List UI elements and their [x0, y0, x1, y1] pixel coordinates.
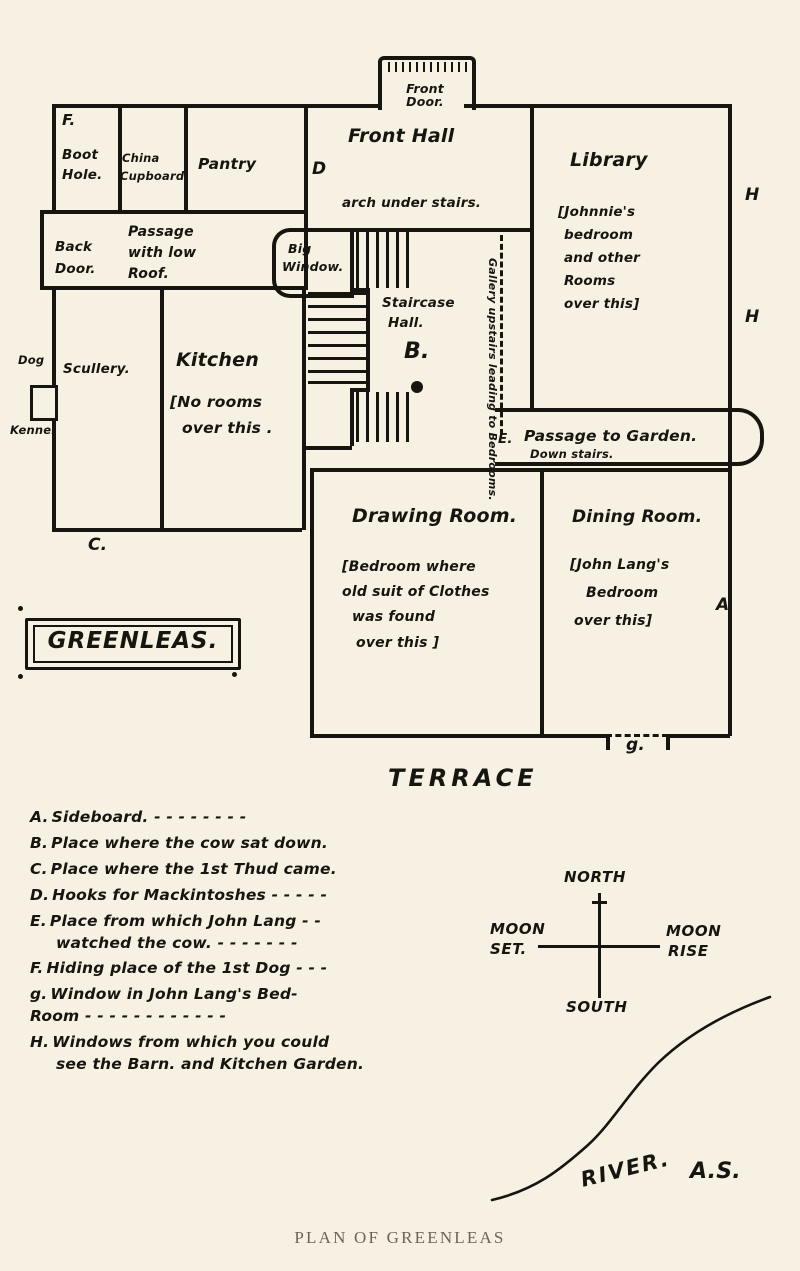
compass-moonset-line1: MOON: [490, 920, 546, 938]
library-note-3: and other: [564, 250, 641, 266]
passage-to-garden-label: Passage to Garden.: [524, 427, 698, 445]
wall-hall-right-lower: [530, 214, 534, 408]
passage-line1: Passage: [128, 224, 194, 240]
legend-key-a: A.: [30, 808, 49, 826]
greenleas-dot-bl: [18, 674, 23, 679]
wall-china-pantry: [184, 104, 188, 210]
dog-label: Dog: [18, 353, 45, 367]
staircase-lower-treads: [356, 392, 414, 442]
compass-north-label: NORTH: [564, 868, 626, 886]
front-hall-label: Front Hall: [348, 125, 455, 147]
marker-c: C.: [88, 535, 108, 555]
marker-e: E.: [498, 431, 513, 447]
wall-top-left: [52, 104, 382, 108]
wall-pantry-right: [304, 104, 308, 212]
passage-line2: with low: [128, 245, 197, 261]
legend-text-a: Sideboard: [51, 808, 143, 826]
legend-item-h: [30, 1033, 460, 1052]
compass-moonset-line2: SET.: [490, 940, 527, 958]
drawing-note-2: old suit of Clothes: [342, 584, 490, 600]
dining-note-2: Bedroom: [586, 585, 659, 601]
wall-garden-pass-top: [495, 408, 535, 412]
wall-drawing-top: [310, 468, 540, 472]
river-label: RIVER.: [578, 1146, 673, 1192]
marker-f: F.: [62, 111, 76, 129]
front-door-label-line1: Front: [406, 81, 444, 96]
legend-item-g: [30, 985, 460, 1004]
legend-text-g: Window in John Lang's Bed-: [50, 985, 298, 1004]
gallery-dashed-line: [500, 235, 503, 435]
library-label: Library: [570, 149, 648, 171]
legend-text-b: Place where the cow sat down.: [51, 833, 328, 852]
legend-key-f: F.: [30, 959, 44, 978]
boot-hole-line2: Hole.: [62, 167, 103, 183]
compass-horizontal-line: [538, 945, 660, 948]
wall-stair-to-kitchen: [302, 446, 352, 450]
gallery-upstairs-note: Gallery upstairs leading to Bedrooms.: [486, 258, 499, 501]
library-note-2: bedroom: [564, 227, 634, 243]
compass-moonrise-line1: MOON: [666, 922, 722, 940]
marker-h-lower: H: [745, 307, 760, 327]
drawing-room-label: Drawing Room.: [352, 505, 518, 527]
china-cupboard-line1: China: [122, 151, 160, 165]
wall-hall-right-upper: [530, 104, 534, 214]
legend-dashes-a: . - - - - - - - -: [142, 808, 247, 826]
passage-line3: Roof.: [128, 266, 169, 282]
window-g-tick-right: [666, 734, 670, 750]
legend-dashes-e: -: [308, 911, 322, 930]
marker-g: g.: [626, 735, 646, 755]
big-window-line2: Window.: [282, 259, 344, 274]
wall-stair-left-lower: [366, 288, 370, 388]
legend-item-g2: [30, 1007, 460, 1026]
legend-key-h: H.: [30, 1033, 50, 1052]
legend-dashes-f: - - -: [290, 959, 328, 978]
scullery-label: Scullery.: [63, 361, 130, 377]
dining-room-label: Dining Room.: [572, 507, 703, 527]
dining-note-3: over this]: [574, 613, 653, 629]
arch-under-stairs-note: arch under stairs.: [342, 195, 482, 211]
legend-item-f: [30, 959, 460, 978]
dining-note-1: [John Lang's: [570, 557, 670, 573]
artist-signature: A.S.: [690, 1159, 741, 1184]
wall-kitchen-right: [302, 288, 306, 530]
staircase-hall-line2: Hall.: [388, 315, 424, 331]
compass-moonrise-line2: RISE: [668, 942, 709, 960]
back-door-line2: Door.: [55, 261, 96, 277]
compass-south-label: SOUTH: [566, 998, 628, 1016]
legend-list: [30, 808, 460, 1081]
legend-text-d: Hooks for Mackintoshes: [52, 885, 266, 904]
wall-left-upper: [52, 104, 56, 212]
wall-dining-top: [540, 468, 730, 472]
legend-text-g2: Room: [30, 1007, 80, 1026]
kitchen-note-1: [No rooms: [170, 393, 263, 411]
legend-item-d: [30, 886, 460, 905]
library-note-1: [Johnnie's: [558, 204, 636, 220]
river-line: [480, 985, 800, 1215]
legend-key-e: E.: [30, 911, 47, 930]
marker-dot-b: [411, 381, 423, 393]
legend-key-b: B.: [30, 833, 49, 852]
marker-b: B.: [404, 339, 430, 364]
wall-dining-bottom-left: [540, 734, 608, 738]
back-door-line1: Back: [55, 239, 93, 255]
china-cupboard-line2: Cupboard: [120, 169, 185, 183]
wall-stair-left-bottom: [350, 388, 354, 446]
wall-drawing-bottom: [310, 734, 542, 738]
staircase-upper-treads: [356, 230, 414, 288]
legend-item-b: [30, 834, 460, 853]
wall-bottom-kitchen: [52, 528, 302, 532]
wall-passage-left: [40, 210, 44, 288]
staircase-hall-line1: Staircase: [382, 295, 455, 311]
legend-key-d: D.: [30, 885, 50, 904]
page-caption: PLAN OF GREENLEAS: [294, 1228, 506, 1247]
legend-text-h: Windows from which you could: [52, 1033, 330, 1052]
window-g-tick-left: [606, 734, 610, 750]
greenleas-title: GREENLEAS.: [47, 628, 219, 654]
greenleas-dot-tl: [18, 606, 23, 611]
wall-passage-top: [40, 210, 305, 214]
marker-h-upper: H: [745, 185, 760, 205]
legend-item-h2: [56, 1055, 460, 1074]
big-window-line1: Big: [288, 241, 312, 256]
legend-item-c: [30, 860, 460, 879]
staircase-side-treads: [308, 292, 366, 384]
dog-kennel-box: [30, 385, 58, 421]
compass-north-tick: [592, 901, 607, 904]
greenleas-title-box: [25, 618, 241, 670]
wall-top-right: [464, 104, 730, 108]
boot-hole-line1: Boot: [62, 147, 99, 163]
drawing-note-1: [Bedroom where: [342, 559, 476, 575]
terrace-label: TERRACE: [388, 764, 538, 792]
legend-item-e2: [56, 934, 460, 953]
legend-text-c: Place where the 1st Thud came.: [50, 859, 337, 878]
legend-dashes-d: - - - - -: [265, 885, 328, 904]
wall-drawing-left: [310, 468, 314, 736]
legend-dashes-e2: - - - - - - -: [212, 933, 298, 952]
library-note-4: Rooms: [564, 273, 616, 289]
wall-drawing-dining: [540, 468, 544, 736]
legend-text-e: Place from which John Lang -: [49, 911, 309, 930]
greenleas-dot-br: [232, 672, 237, 677]
legend-dashes-g2: - - - - - - - - - - - -: [79, 1007, 227, 1026]
legend-text-h2: see the Barn. and Kitchen Garden.: [56, 1055, 365, 1074]
legend-item-a: [30, 808, 460, 827]
wall-scullery-kitchen: [160, 288, 164, 528]
marker-a: A: [716, 595, 730, 615]
kennel-label: Kennel: [10, 423, 56, 437]
legend-item-e: [30, 912, 460, 931]
wall-dining-bottom-right: [668, 734, 730, 738]
legend-text-e2: watched the cow.: [56, 933, 213, 952]
marker-d: D: [312, 159, 327, 179]
pantry-label: Pantry: [198, 155, 257, 173]
front-door-hatching: [386, 62, 468, 72]
front-door-label-line2: Door.: [406, 94, 444, 109]
legend-key-g: g.: [30, 985, 48, 1004]
kitchen-label: Kitchen: [176, 349, 259, 371]
legend-key-c: C.: [30, 859, 48, 878]
wall-dining-right: [728, 416, 732, 736]
wall-library-right: [728, 104, 732, 416]
kitchen-note-2: over this .: [182, 419, 273, 437]
drawing-note-4: over this ]: [356, 635, 440, 651]
legend-text-f: Hiding place of the 1st Dog: [46, 959, 291, 978]
drawing-note-3: was found: [352, 609, 436, 625]
passage-down-stairs-label: Down stairs.: [530, 447, 614, 461]
library-note-5: over this]: [564, 296, 640, 312]
wall-passage-bottom-left: [40, 286, 100, 290]
